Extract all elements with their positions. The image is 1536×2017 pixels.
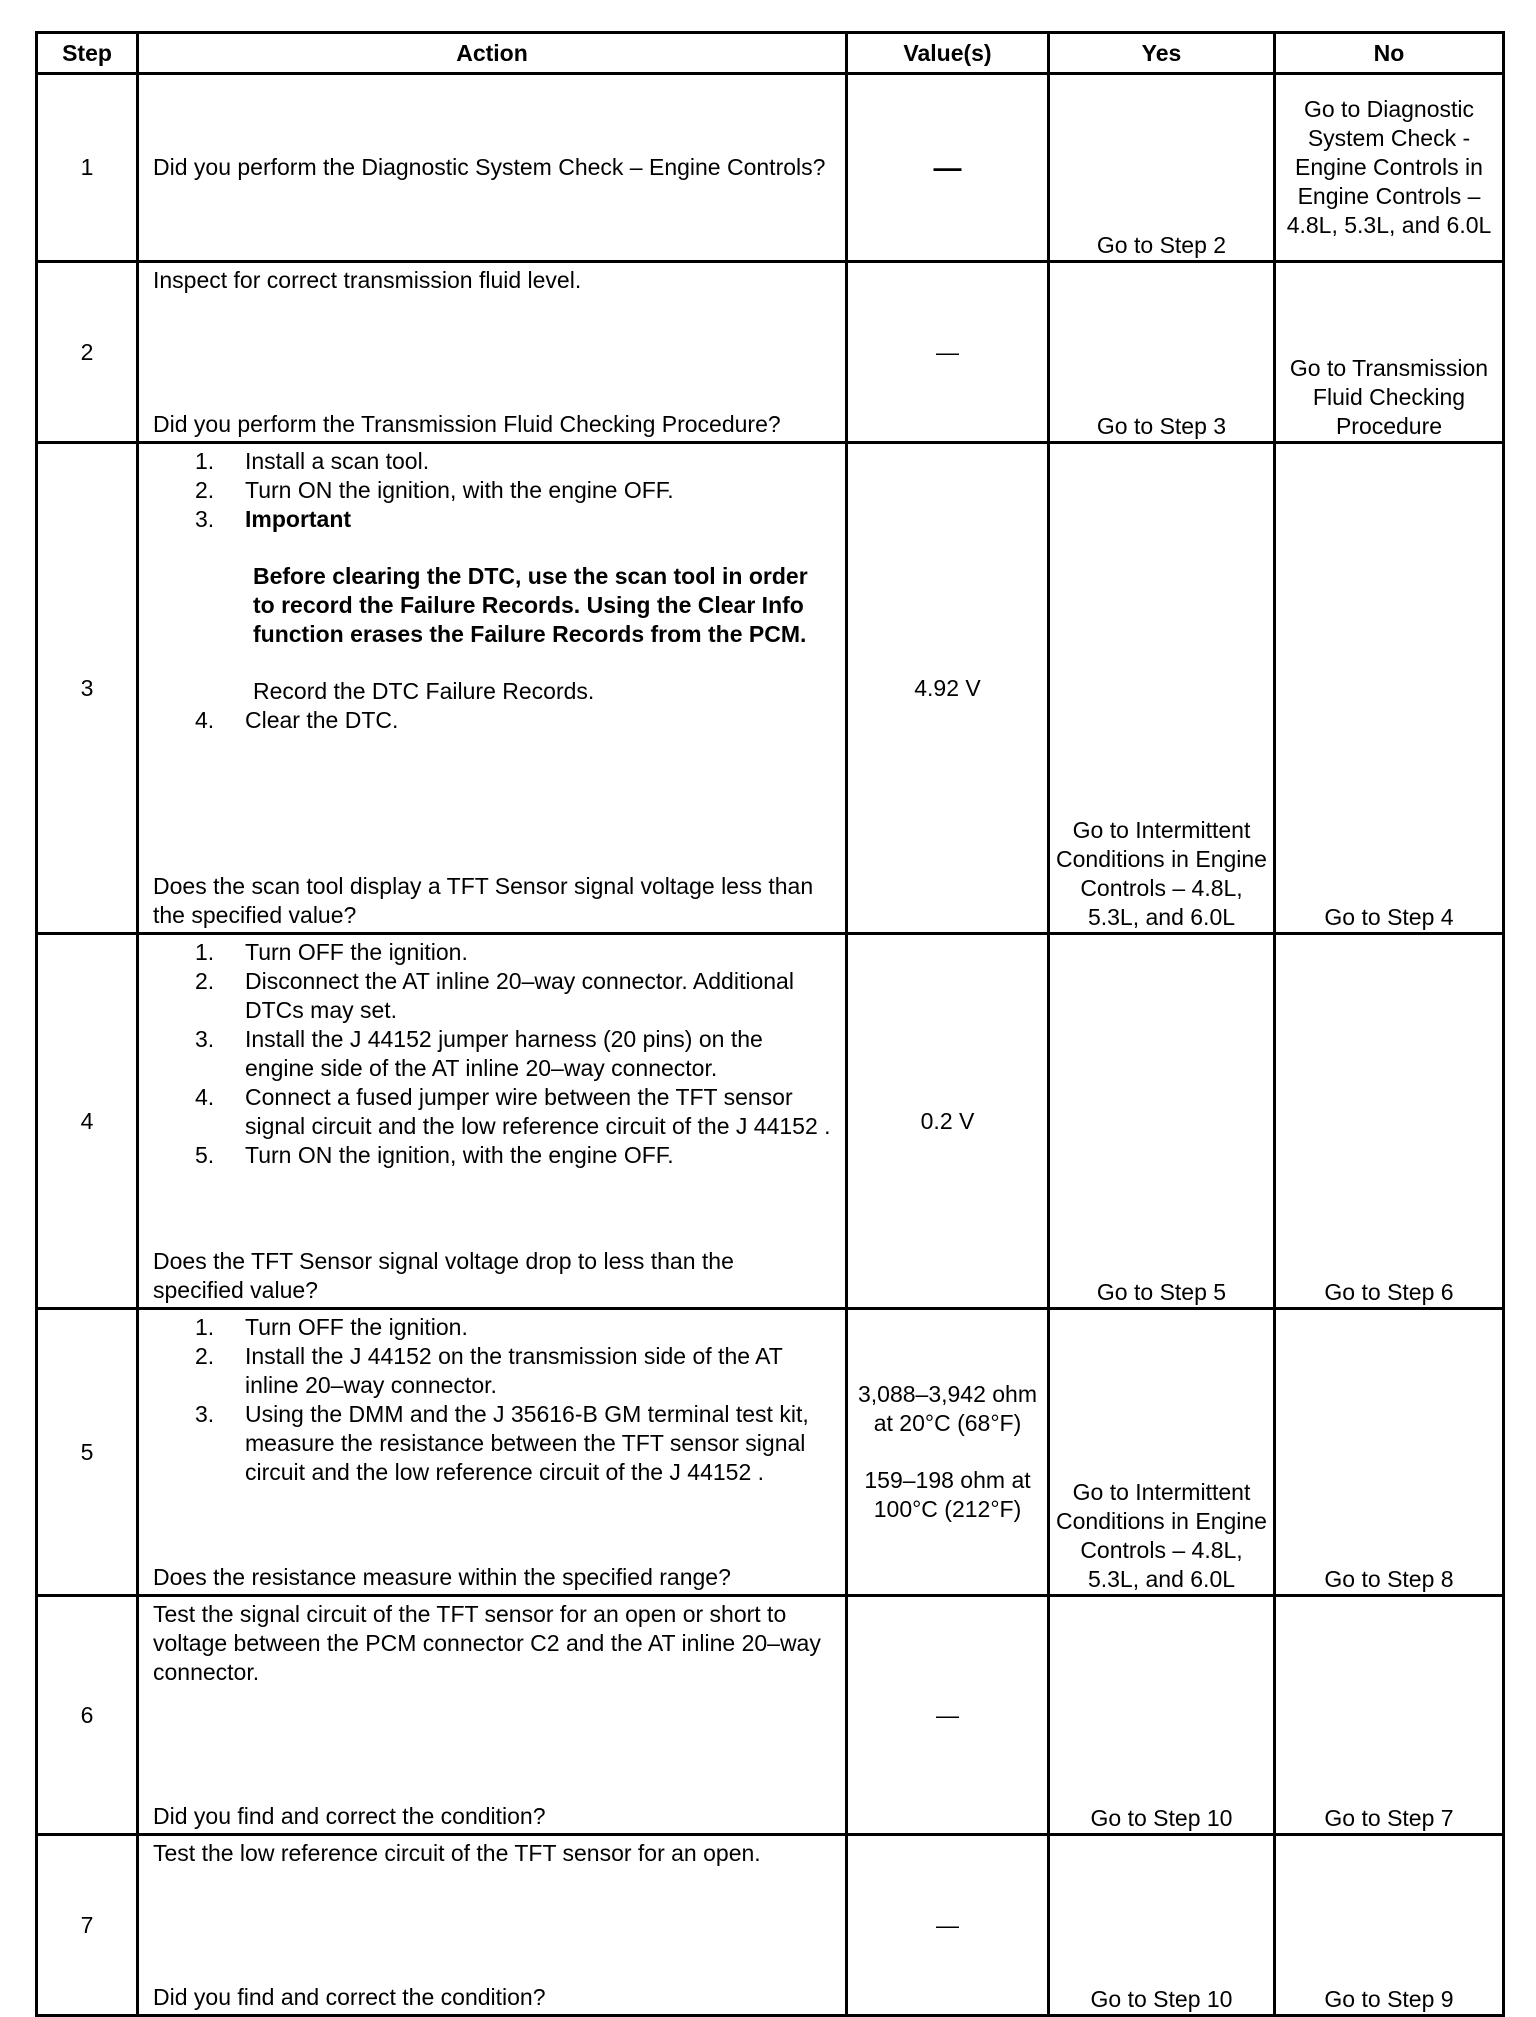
important-note: Before clearing the DTC, use the scan tool in order to record the Failure Records. Using the Clear Info function erases the Failure Records from the PCM.: [253, 563, 808, 647]
action-steps: [153, 938, 831, 1170]
value-cell: 4.92 V: [847, 443, 1049, 934]
no-cell: Go to Step 9: [1275, 1835, 1504, 2016]
list-item: 2. Disconnect the AT inline 20–way connector. Additional DTCs may set.: [195, 968, 794, 1023]
value-range-100c: 159–198 ohm at 100°C (212°F): [864, 1467, 1031, 1522]
step-number: 6: [37, 1596, 138, 1835]
diagnostic-table: [35, 31, 1505, 2017]
action-cell: [138, 443, 847, 934]
list-item: 1. Install a scan tool.: [195, 448, 430, 474]
yes-cell: Go to Step 10: [1049, 1835, 1275, 2016]
list-item: 2. Install the J 44152 on the transmission side of the AT inline 20–way connector.: [195, 1343, 783, 1398]
action-cell: [138, 1309, 847, 1596]
header-yes: Yes: [1049, 33, 1275, 74]
header-values: Value(s): [847, 33, 1049, 74]
no-cell: Go to Step 7: [1275, 1596, 1504, 1835]
table-row: [37, 934, 1504, 1309]
list-item: 4. Clear the DTC.: [195, 707, 399, 733]
record-note: Record the DTC Failure Records.: [253, 678, 595, 704]
action-question: Does the TFT Sensor signal voltage drop to less than the specified value?: [153, 1248, 734, 1303]
step-number: 7: [37, 1835, 138, 2016]
action-question: Does the resistance measure within the specified range?: [153, 1564, 731, 1590]
value-range-20c: 3,088–3,942 ohm at 20°C (68°F): [857, 1381, 1038, 1436]
yes-cell: Go to Intermittent Conditions in Engine Controls – 4.8L, 5.3L, and 6.0L: [1049, 443, 1275, 934]
no-cell: Go to Transmission Fluid Checking Procedure: [1275, 262, 1504, 443]
table-row: [37, 1835, 1504, 2016]
action-intro: Test the low reference circuit of the TFT sensor for an open.: [153, 1840, 761, 1866]
header-no: No: [1275, 33, 1504, 74]
yes-cell: Go to Intermittent Conditions in Engine Controls – 4.8L, 5.3L, and 6.0L: [1049, 1309, 1275, 1596]
yes-cell: Go to Step 5: [1049, 934, 1275, 1309]
yes-cell: Go to Step 3: [1049, 262, 1275, 443]
list-item: 5. Turn ON the ignition, with the engine OFF.: [195, 1142, 674, 1168]
no-cell: Go to Step 6: [1275, 934, 1504, 1309]
action-cell: [138, 1596, 847, 1835]
action-steps: [153, 1313, 831, 1487]
table-row: [37, 1596, 1504, 1835]
important-label: Important: [245, 506, 352, 532]
value-cell: —: [847, 1596, 1049, 1835]
list-item: 3. Using the DMM and the J 35616-B GM terminal test kit, measure the resistance between the TFT sensor signal circuit and the low reference circuit of the J 44152 .: [195, 1401, 809, 1485]
list-item: 3. Important: [153, 505, 831, 534]
action-intro: Test the signal circuit of the TFT sensor for an open or short to voltage between the PCM connector C2 and the AT inline 20–way connector.: [153, 1601, 821, 1685]
list-item: 3. Install the J 44152 jumper harness (20 pins) on the engine side of the AT inline 20–way connector.: [195, 1026, 763, 1081]
action-steps: [153, 706, 831, 735]
header-action: Action: [138, 33, 847, 74]
action-cell: [138, 934, 847, 1309]
list-item: 1. Turn OFF the ignition.: [195, 939, 468, 965]
step-number: 1: [37, 74, 138, 262]
value-cell: [847, 1309, 1049, 1596]
action-question: Did you find and correct the condition?: [153, 1984, 546, 2010]
value-cell: 0.2 V: [847, 934, 1049, 1309]
action-cell: [138, 262, 847, 443]
action-question: Did you find and correct the condition?: [153, 1803, 546, 1829]
table-row: [37, 1309, 1504, 1596]
header-row: [37, 33, 1504, 74]
table-row: [37, 74, 1504, 262]
list-item: 4. Connect a fused jumper wire between the TFT sensor signal circuit and the low reference circuit of the J 44152 .: [195, 1084, 831, 1139]
action-question: Did you perform the Transmission Fluid Checking Procedure?: [153, 411, 781, 437]
action-intro: Inspect for correct transmission fluid level.: [153, 267, 582, 293]
table-row: [37, 262, 1504, 443]
action-cell: [138, 1835, 847, 2016]
step-number: 2: [37, 262, 138, 443]
no-cell: Go to Step 4: [1275, 443, 1504, 934]
header-step: Step: [37, 33, 138, 74]
table-row: [37, 443, 1504, 934]
action-steps: [153, 447, 831, 534]
yes-cell: Go to Step 10: [1049, 1596, 1275, 1835]
yes-cell: Go to Step 2: [1049, 74, 1275, 262]
action-question: Does the scan tool display a TFT Sensor signal voltage less than the specified value?: [153, 873, 814, 928]
action-question: Did you perform the Diagnostic System Check – Engine Controls?: [153, 154, 826, 180]
no-cell: Go to Diagnostic System Check - Engine Controls in Engine Controls – 4.8L, 5.3L, and 6.0L: [1275, 74, 1504, 262]
value-cell: —: [847, 74, 1049, 262]
value-cell: —: [847, 262, 1049, 443]
no-cell: Go to Step 8: [1275, 1309, 1504, 1596]
action-cell: [138, 74, 847, 262]
step-number: 5: [37, 1309, 138, 1596]
value-cell: —: [847, 1835, 1049, 2016]
step-number: 4: [37, 934, 138, 1309]
list-item: 1. Turn OFF the ignition.: [195, 1314, 468, 1340]
list-item: 2. Turn ON the ignition, with the engine OFF.: [195, 477, 674, 503]
step-number: 3: [37, 443, 138, 934]
